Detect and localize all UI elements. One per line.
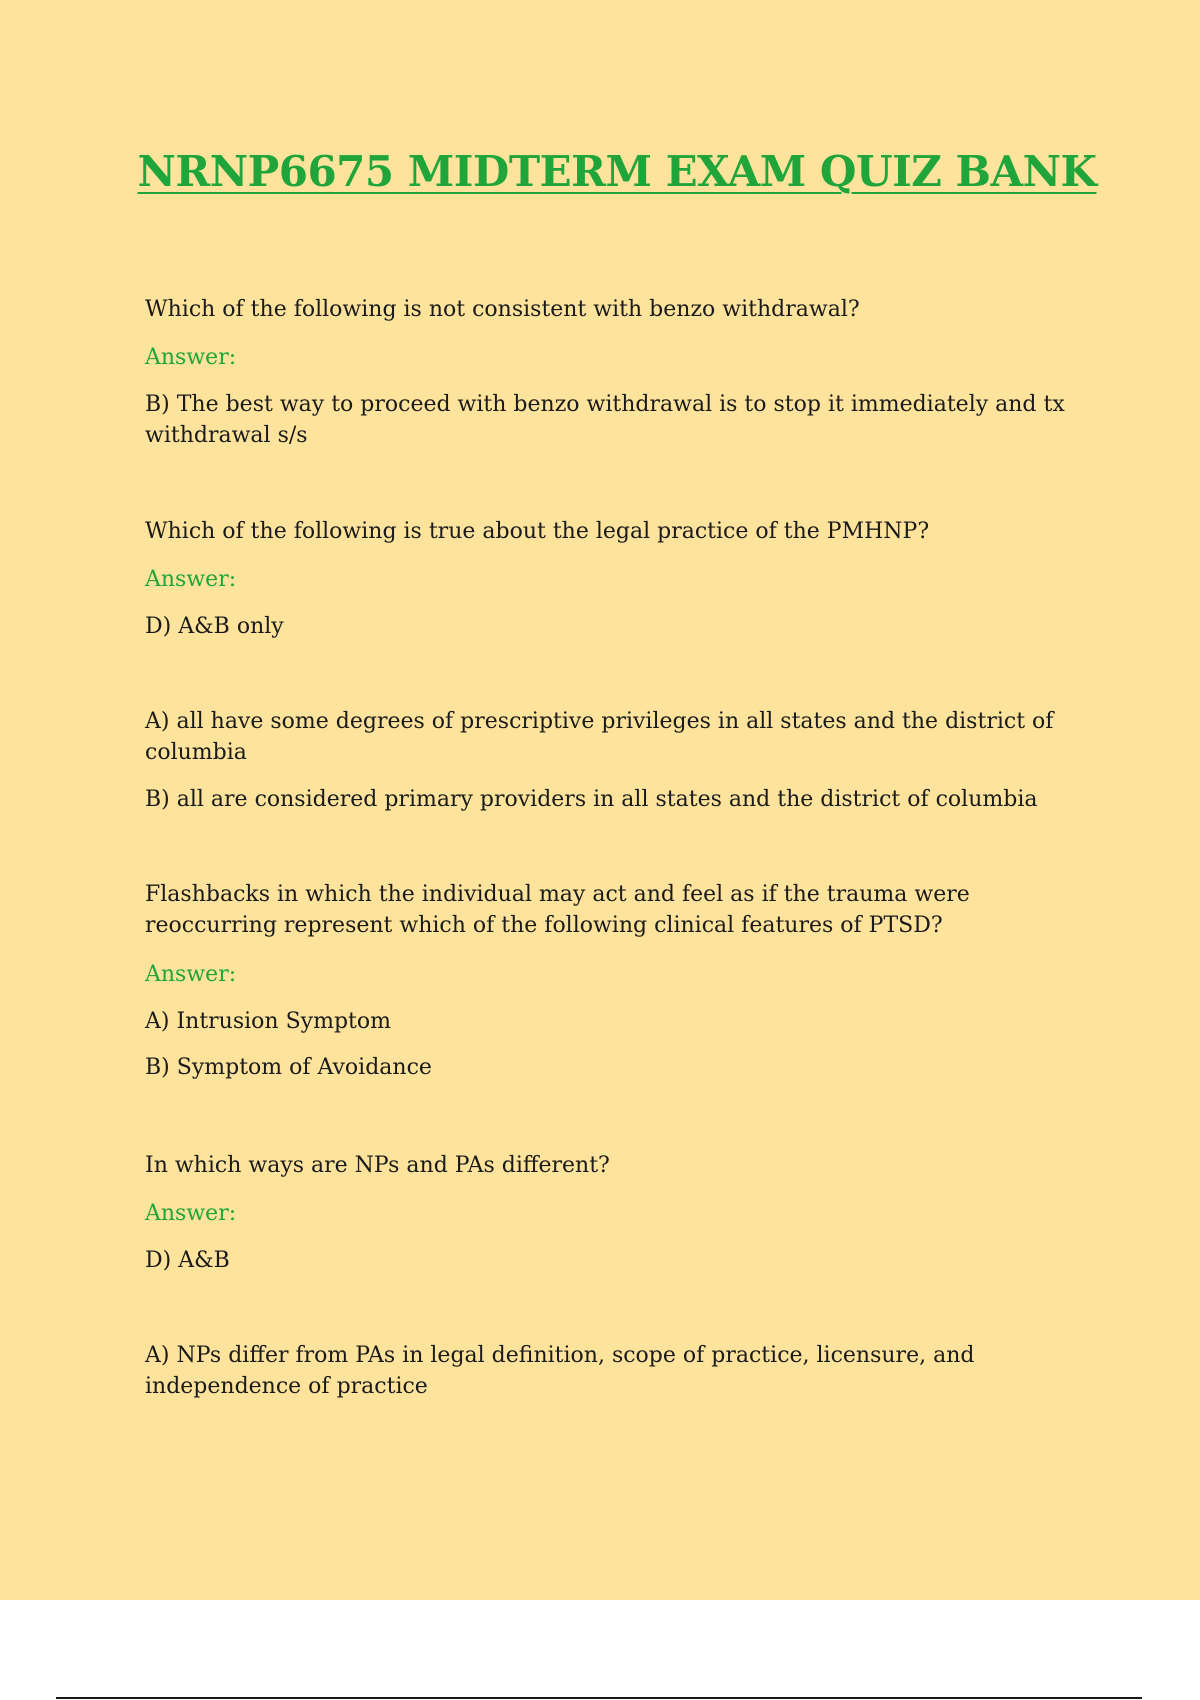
question-2: Which of the following is true about the legal practice of the PMHNP? — [145, 519, 930, 544]
answer-4: D) A&B — [145, 1248, 230, 1273]
document-title: NRNP6675 MIDTERM EXAM QUIZ BANK — [137, 147, 1097, 196]
answer-2: D) A&B only — [145, 614, 284, 639]
answer-label-1: Answer: — [145, 345, 237, 370]
question-4: In which ways are NPs and PAs different? — [145, 1153, 610, 1178]
option-4a: A) NPs differ from PAs in legal definition, scope of practice, licensure, and independence of practice — [145, 1343, 975, 1399]
option-2a: A) all have some degrees of prescriptive privileges in all states and the district of columbia — [145, 709, 1054, 765]
answer-label-3: Answer: — [145, 962, 237, 987]
answer-3b: B) Symptom of Avoidance — [145, 1055, 432, 1080]
answer-label-2: Answer: — [145, 567, 237, 592]
option-2b: B) all are considered primary providers in all states and the district of columbia — [145, 787, 1038, 812]
answer-1: B) The best way to proceed with benzo withdrawal is to stop it immediately and tx withdrawal s/s — [145, 392, 1065, 448]
question-3: Flashbacks in which the individual may act and feel as if the trauma were reoccurring represent which of the following clinical features of PTSD? — [145, 882, 970, 938]
answer-3a: A) Intrusion Symptom — [145, 1009, 391, 1034]
question-1: Which of the following is not consistent with benzo withdrawal? — [145, 297, 860, 322]
answer-label-4: Answer: — [145, 1201, 237, 1226]
footer-divider — [56, 1697, 1142, 1699]
